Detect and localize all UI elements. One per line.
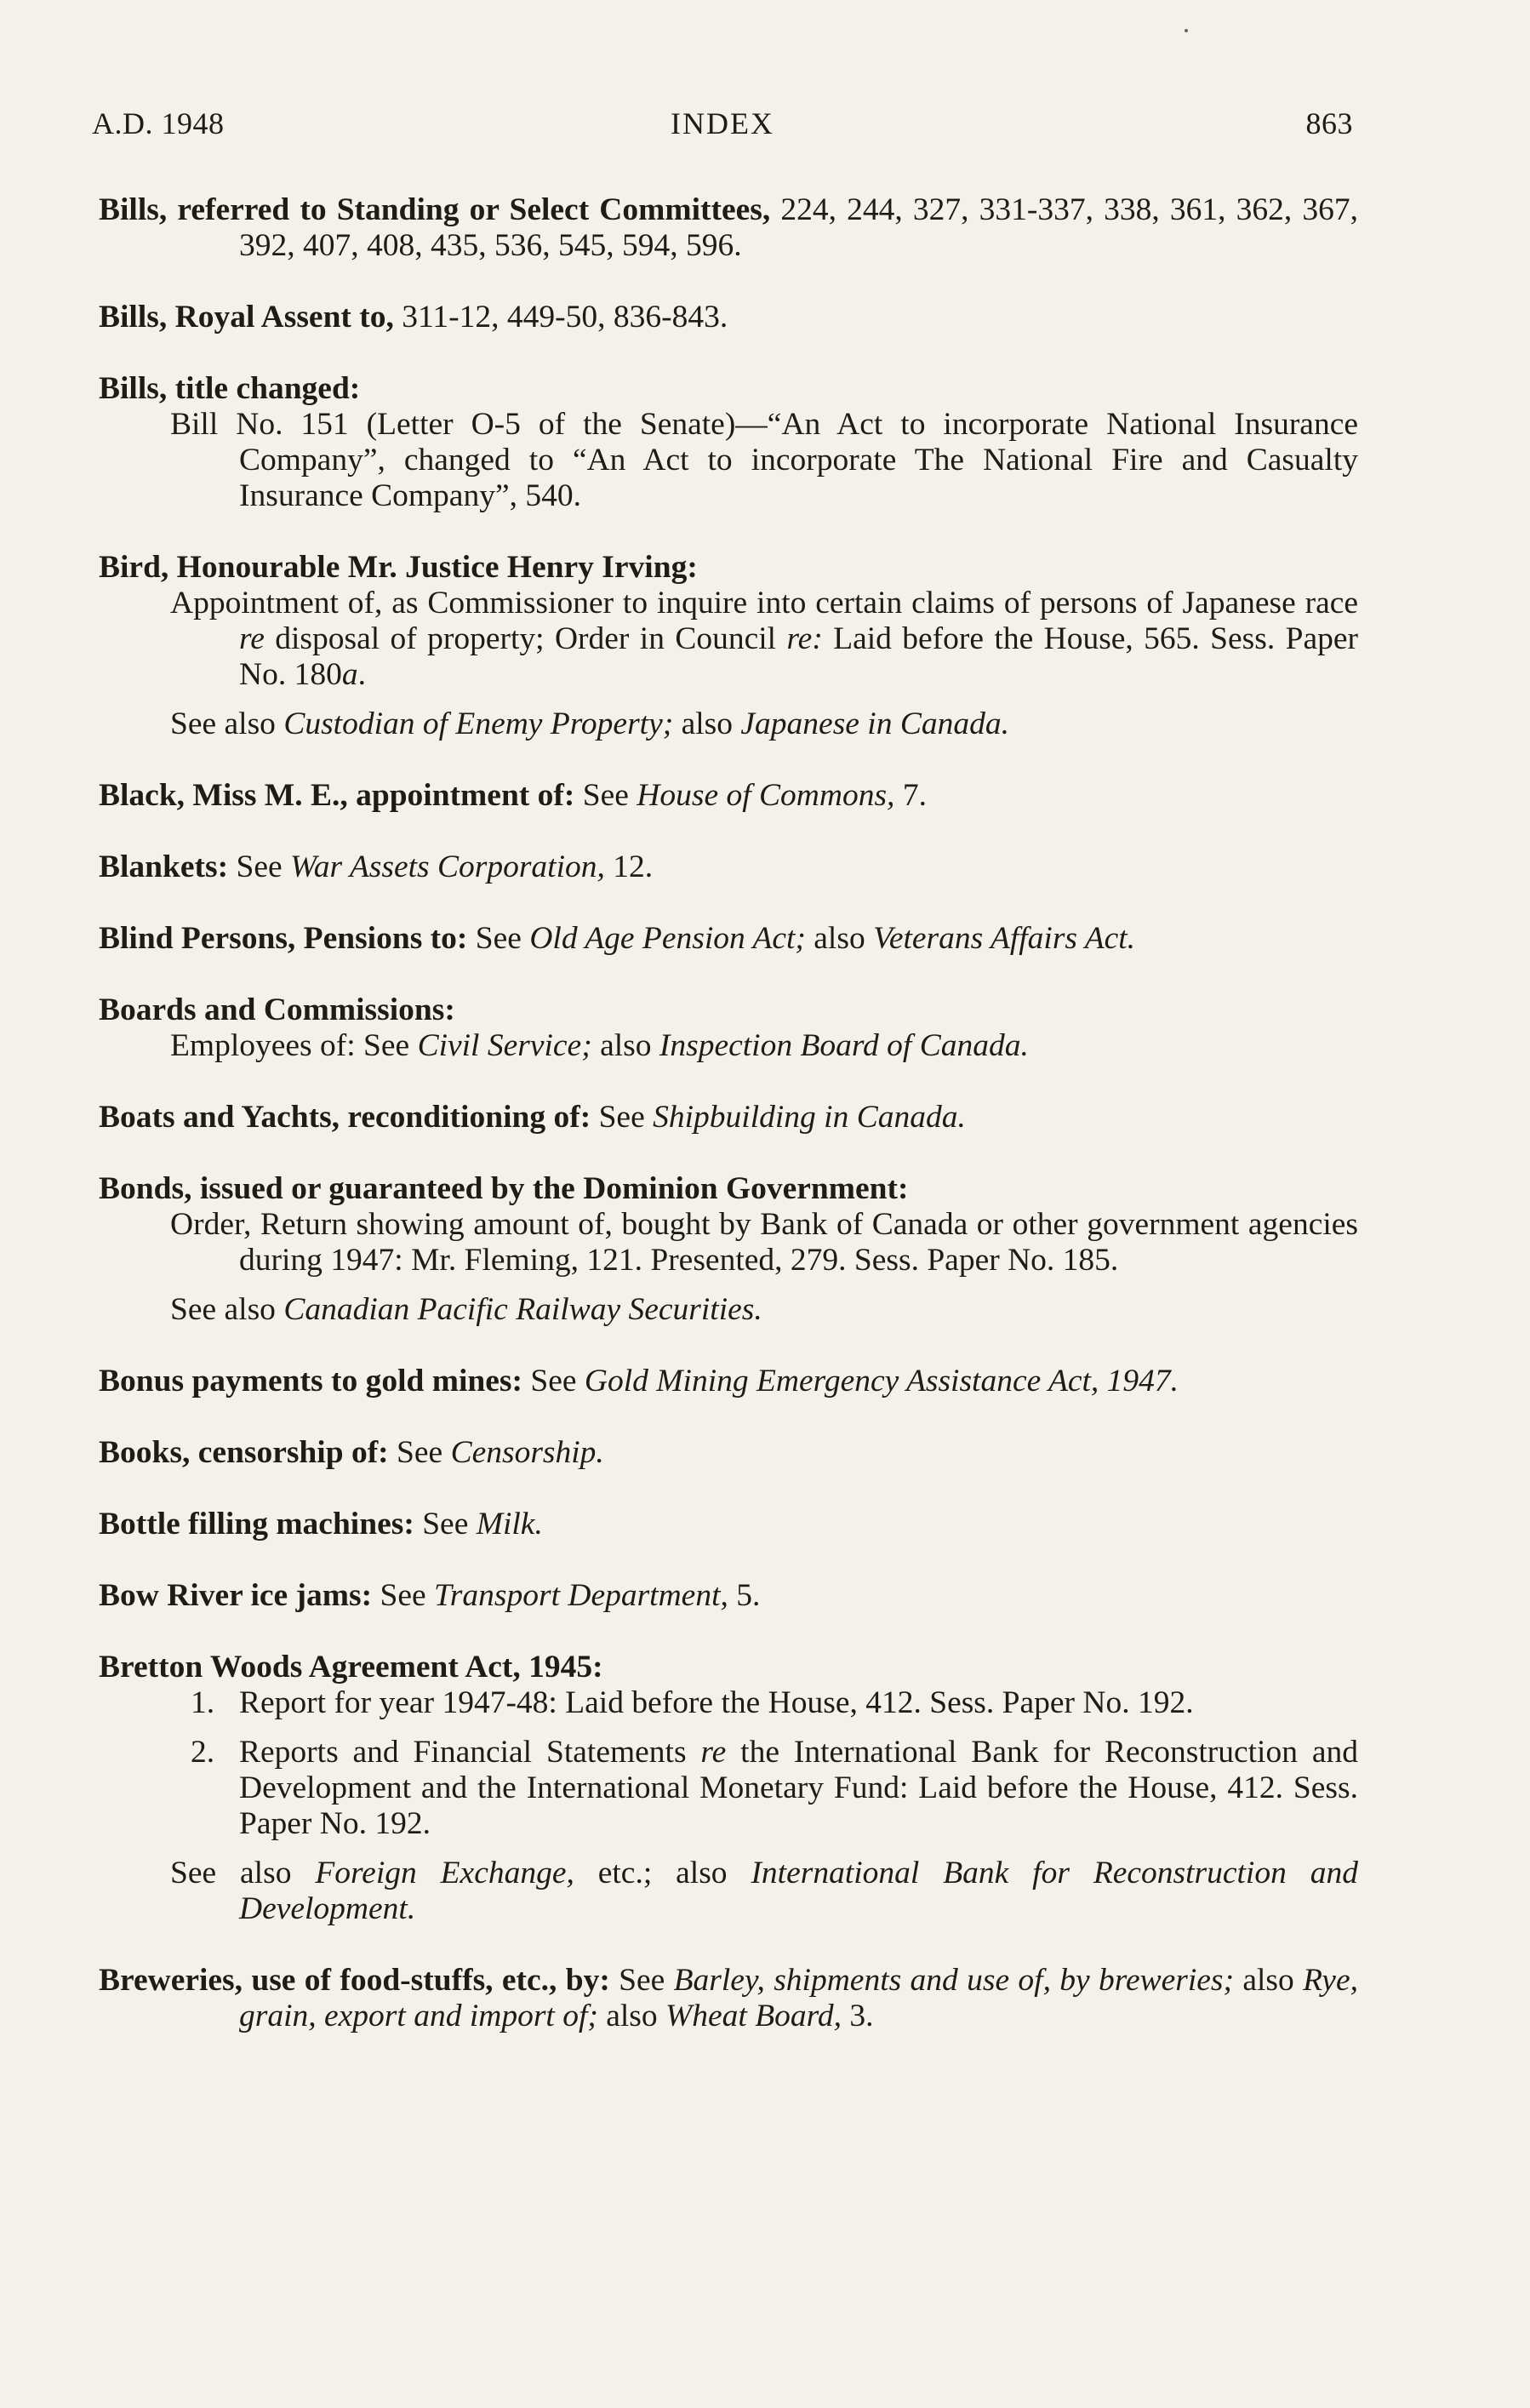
cross-reference: Milk. bbox=[476, 1507, 543, 1541]
see-text: also bbox=[597, 1999, 666, 2033]
see-text: etc.; also bbox=[574, 1856, 751, 1890]
entry-heading: Bonds, issued or guaranteed by the Dominion Government: bbox=[99, 1171, 909, 1206]
running-head bbox=[92, 106, 1353, 148]
index-entry bbox=[99, 921, 1358, 957]
see-text: also bbox=[673, 706, 741, 741]
see-text: 3. bbox=[841, 1999, 874, 2033]
subentry-text: Laid before the House, 565. Sess. Paper No. 180 bbox=[239, 621, 1358, 692]
see-text: 7. bbox=[894, 778, 927, 813]
see-text: also bbox=[1234, 1963, 1304, 1998]
subentry-text: Appointment of, as Commissioner to inquire into certain claims of persons of Japanese race bbox=[170, 586, 1358, 621]
cross-reference: Foreign Exchange, bbox=[315, 1856, 574, 1890]
item-number: 2. bbox=[191, 1735, 215, 1770]
entry-line bbox=[99, 1171, 1358, 1207]
subentry-italic: re: bbox=[786, 621, 823, 656]
subentry-italic: re bbox=[700, 1735, 727, 1770]
see-text: See bbox=[388, 1435, 451, 1470]
see-text: See bbox=[591, 1100, 654, 1135]
subentry: Bill No. 151 (Letter O-5 of the Senate)—“An Act to incorporate National Insurance Company”, changed to “An Act to incorporate The National Fire and Casualty Insurance Company”, 540. bbox=[170, 407, 1358, 513]
index-entry bbox=[99, 371, 1358, 514]
see-text: See bbox=[414, 1507, 477, 1541]
entry-heading: Black, Miss M. E., appointment of: bbox=[99, 778, 575, 813]
index-entry bbox=[99, 1171, 1358, 1328]
cross-reference: International Bank for Reconstruction and Development. bbox=[239, 1856, 1358, 1926]
cross-reference: Rye, grain, export and import of; bbox=[239, 1963, 1358, 2033]
index-entry bbox=[99, 550, 1358, 742]
see-also-reference bbox=[170, 1292, 1358, 1328]
entry-heading: Books, censorship of: bbox=[99, 1435, 389, 1470]
page-number: 863 bbox=[1305, 106, 1353, 140]
index-entry bbox=[99, 1650, 1358, 1927]
entry-heading: Bonus payments to gold mines: bbox=[99, 1364, 522, 1398]
index-entry bbox=[99, 300, 1358, 335]
cross-reference: War Assets Corporation, bbox=[290, 849, 605, 884]
subentry-text: Reports and Financial Statements bbox=[239, 1735, 701, 1770]
entry-heading: Bills, title changed: bbox=[99, 371, 361, 406]
header-title: INDEX bbox=[671, 106, 774, 140]
entry-heading: Bills, referred to Standing or Select Committees, bbox=[99, 192, 771, 227]
cross-reference: Inspection Board of Canada. bbox=[659, 1028, 1029, 1063]
index-entry bbox=[99, 1364, 1358, 1399]
entry-heading: Bird, Honourable Mr. Justice Henry Irving: bbox=[99, 550, 698, 585]
see-also-reference bbox=[170, 706, 1358, 742]
entry-line bbox=[99, 778, 1358, 814]
see-text: See bbox=[609, 1963, 674, 1998]
subentry-text: Report for year 1947-48: Laid before the House, 412. Sess. Paper No. 192. bbox=[239, 1685, 1194, 1720]
subentry bbox=[170, 1028, 1358, 1064]
entry-line bbox=[99, 1963, 1358, 2034]
cross-reference: Old Age Pension Act; bbox=[529, 921, 806, 956]
print-speck bbox=[1185, 29, 1188, 32]
cross-reference: Veterans Affairs Act. bbox=[873, 921, 1136, 956]
subentry: Order, Return showing amount of, bought by Bank of Canada or other government agencies during 1947: Mr. Fleming, 121. Presented, 279. Sess. Paper No. 185. bbox=[170, 1207, 1358, 1278]
item-number: 1. bbox=[191, 1685, 215, 1720]
cross-reference: Wheat Board, bbox=[665, 1999, 842, 2033]
cross-reference: Gold Mining Emergency Assistance Act, 1947. bbox=[584, 1364, 1179, 1398]
see-text: See also bbox=[170, 706, 284, 741]
entry-line bbox=[99, 1650, 1358, 1685]
cross-reference: Civil Service; bbox=[417, 1028, 592, 1063]
index-entry bbox=[99, 1100, 1358, 1135]
subentry-text: disposal of property; Order in Council bbox=[264, 621, 787, 656]
see-text: 5. bbox=[728, 1578, 761, 1613]
entry-heading: Bottle filling machines: bbox=[99, 1507, 414, 1541]
index-entry bbox=[99, 1435, 1358, 1471]
see-also-reference bbox=[170, 1856, 1358, 1927]
entry-heading: Breweries, use of food-stuffs, etc., by: bbox=[99, 1963, 610, 1998]
numbered-subentry bbox=[170, 1685, 1358, 1721]
index-entry bbox=[99, 778, 1358, 814]
see-text: See also bbox=[170, 1292, 284, 1327]
entry-heading: Blind Persons, Pensions to: bbox=[99, 921, 468, 956]
see-text: 12. bbox=[604, 849, 654, 884]
entry-heading: Bow River ice jams: bbox=[99, 1578, 373, 1613]
entry-line bbox=[99, 921, 1358, 957]
cross-reference: Canadian Pacific Railway Securities. bbox=[283, 1292, 762, 1327]
cross-reference: Japanese in Canada. bbox=[740, 706, 1009, 741]
numbered-subentry bbox=[170, 1735, 1358, 1842]
entry-line bbox=[99, 849, 1358, 885]
index-entry bbox=[99, 992, 1358, 1064]
see-text: See bbox=[574, 778, 637, 813]
entry-line bbox=[99, 1435, 1358, 1471]
cross-reference: Shipbuilding in Canada. bbox=[653, 1100, 966, 1135]
see-text: See also bbox=[170, 1856, 316, 1890]
subentry-text: . bbox=[357, 657, 366, 692]
see-text: See bbox=[228, 849, 291, 884]
cross-reference: House of Commons, bbox=[637, 778, 895, 813]
see-text: See bbox=[372, 1578, 434, 1613]
entry-line bbox=[99, 300, 1358, 335]
index-entry bbox=[99, 1963, 1358, 2034]
entry-text: 311-12, 449-50, 836-843. bbox=[393, 300, 728, 335]
see-text: See bbox=[522, 1364, 585, 1398]
entry-line bbox=[99, 1100, 1358, 1135]
index-entry bbox=[99, 1507, 1358, 1542]
entry-line bbox=[99, 1364, 1358, 1399]
entry-line bbox=[99, 550, 1358, 586]
index-entry bbox=[99, 1578, 1358, 1614]
cross-reference: Transport Department, bbox=[434, 1578, 728, 1613]
index-body bbox=[99, 192, 1358, 2070]
see-text: See bbox=[467, 921, 530, 956]
entry-line bbox=[99, 1578, 1358, 1614]
entry-heading: Bills, Royal Assent to, bbox=[99, 300, 394, 335]
entry-line bbox=[99, 371, 1358, 407]
entry-heading: Blankets: bbox=[99, 849, 229, 884]
cross-reference: Barley, shipments and use of, by breweries; bbox=[673, 1963, 1235, 1998]
subentry-italic: a bbox=[341, 657, 358, 692]
subentry-text: also bbox=[591, 1028, 659, 1063]
cross-reference: Censorship. bbox=[450, 1435, 604, 1470]
subentry-text: Employees of: See bbox=[170, 1028, 418, 1063]
entry-heading: Bretton Woods Agreement Act, 1945: bbox=[99, 1650, 603, 1684]
subentry-text: the International Bank for Reconstruction and Development and the International Monetary Fund: Laid before the House, 412. Sess. Paper No. 192. bbox=[239, 1735, 1358, 1841]
cross-reference: Custodian of Enemy Property; bbox=[283, 706, 674, 741]
header-year: A.D. 1948 bbox=[92, 106, 225, 140]
index-entry bbox=[99, 849, 1358, 885]
entry-text: 224, 244, 327, 331-337, 338, 361, 362, 367, 392, 407, 408, 435, 536, 545, 594, 596. bbox=[239, 192, 1358, 263]
entry-heading: Boards and Commissions: bbox=[99, 992, 455, 1027]
entry-line bbox=[99, 992, 1358, 1028]
index-entry bbox=[99, 192, 1358, 264]
subentry bbox=[170, 586, 1358, 693]
see-text: also bbox=[805, 921, 874, 956]
entry-line bbox=[99, 192, 1358, 264]
entry-heading: Boats and Yachts, reconditioning of: bbox=[99, 1100, 591, 1135]
entry-line bbox=[99, 1507, 1358, 1542]
subentry-italic: re bbox=[239, 621, 265, 656]
